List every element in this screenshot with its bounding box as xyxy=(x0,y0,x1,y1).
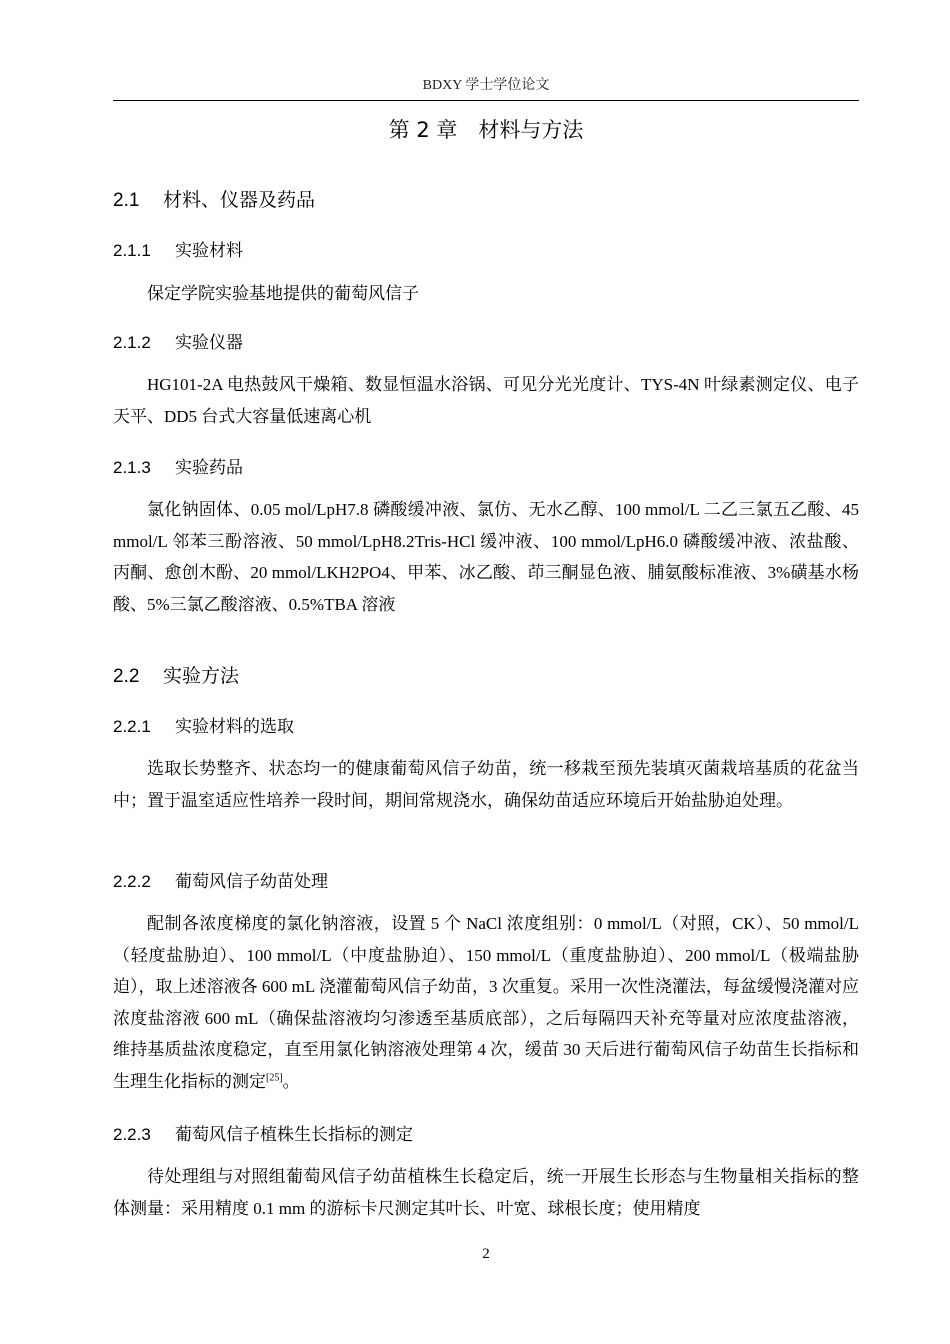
subsection-heading-2-2-2 xyxy=(113,869,328,895)
subsection-number: 2.2.3 xyxy=(113,1125,151,1144)
section-title: 材料、仪器及药品 xyxy=(163,189,316,211)
subsection-title: 葡萄风信子幼苗处理 xyxy=(175,872,328,892)
subsection-number: 2.1.3 xyxy=(113,458,151,477)
citation-ref[interactable]: [25] xyxy=(266,1071,283,1083)
subsection-number: 2.2.2 xyxy=(113,872,151,891)
paragraph-2-2-3: 待处理组与对照组葡萄风信子幼苗植株生长稳定后，统一开展生长形态与生物量相关指标的整体测量：采用精度 0.1 mm 的游标卡尺测定其叶长、叶宽、球根长度；使用精度 xyxy=(113,1167,859,1218)
paragraph-text: 配制各浓度梯度的氯化钠溶液，设置 5 个 NaCl 浓度组别：0 mmol/L（对照，CK）、50 mmol/L（轻度盐胁迫）、100 mmol/L（中度盐胁迫）、150 mmol/L（重度盐胁迫）、200 mmol/L（极端盐胁迫），取上述溶液各 600 mL 浇灌葡萄风信子幼苗，3 次重复。采用一次性浇灌法，每盆缓慢浇灌对应浓度盐溶液 600 mL（确保盐溶液均匀渗透至基质底部），之后每隔四天补充等量对应浓度盐溶液，维持基质盐浓度稳定，直至用氯化钠溶液处理第 4 次，缓苗 30 天后进行葡萄风信子幼苗生长指标和生理生化指标的测定 xyxy=(113,914,859,1091)
page-number: 2 xyxy=(482,1246,490,1262)
subsection-number: 2.2.1 xyxy=(113,717,151,736)
subsection-heading-2-1-1 xyxy=(113,238,243,264)
running-header: BDXY 学士学位论文 xyxy=(422,78,550,93)
subsection-title: 实验药品 xyxy=(175,458,243,478)
section-heading-2-2 xyxy=(113,662,239,691)
section-number: 2.2 xyxy=(113,666,140,687)
header-rule xyxy=(113,100,859,101)
subsection-heading-2-1-2 xyxy=(113,330,243,356)
subsection-heading-2-2-1 xyxy=(113,714,294,740)
paragraph-end: 。 xyxy=(282,1071,300,1091)
chapter-title: 第 2 章 材料与方法 xyxy=(388,118,584,142)
subsection-heading-2-2-3 xyxy=(113,1122,413,1148)
paragraph-2-1-3: 氯化钠固体、0.05 mol/LpH7.8 磷酸缓冲液、氯仿、无水乙醇、100 mmol/L 二乙三氯五乙酸、45 mmol/L 邻苯三酚溶液、50 mmol/LpH8.2Tris-HCl 缓冲液、100 mmol/LpH6.0 磷酸缓冲液、浓盐酸、丙酮、愈创木酚、20 mmol/LKH2PO4、甲苯、冰乙酸、茚三酮显色液、脯氨酸标准液、3%磺基水杨酸、5%三氯乙酸溶液、0.5%TBA 溶液 xyxy=(113,500,859,614)
subsection-number: 2.1.2 xyxy=(113,333,151,352)
paragraph-2-1-1: 保定学院实验基地提供的葡萄风信子 xyxy=(147,284,419,303)
section-title: 实验方法 xyxy=(163,665,240,687)
subsection-title: 葡萄风信子植株生长指标的测定 xyxy=(175,1125,413,1145)
paragraph-2-2-1: 选取长势整齐、状态均一的健康葡萄风信子幼苗，统一移栽至预先装填灭菌栽培基质的花盆当中；置于温室适应性培养一段时间，期间常规浇水，确保幼苗适应环境后开始盐胁迫处理。 xyxy=(113,759,859,810)
paragraph-2-1-2: HG101-2A 电热鼓风干燥箱、数显恒温水浴锅、可见分光光度计、TYS-4N 叶绿素测定仪、电子天平、DD5 台式大容量低速离心机 xyxy=(113,375,859,426)
subsection-title: 实验仪器 xyxy=(175,333,243,353)
paragraph-2-2-2 xyxy=(113,908,859,1097)
section-heading-2-1 xyxy=(113,186,315,215)
subsection-title: 实验材料 xyxy=(175,241,243,261)
section-number: 2.1 xyxy=(113,190,140,211)
subsection-heading-2-1-3 xyxy=(113,455,243,481)
subsection-number: 2.1.1 xyxy=(113,241,151,260)
subsection-title: 实验材料的选取 xyxy=(175,717,294,737)
